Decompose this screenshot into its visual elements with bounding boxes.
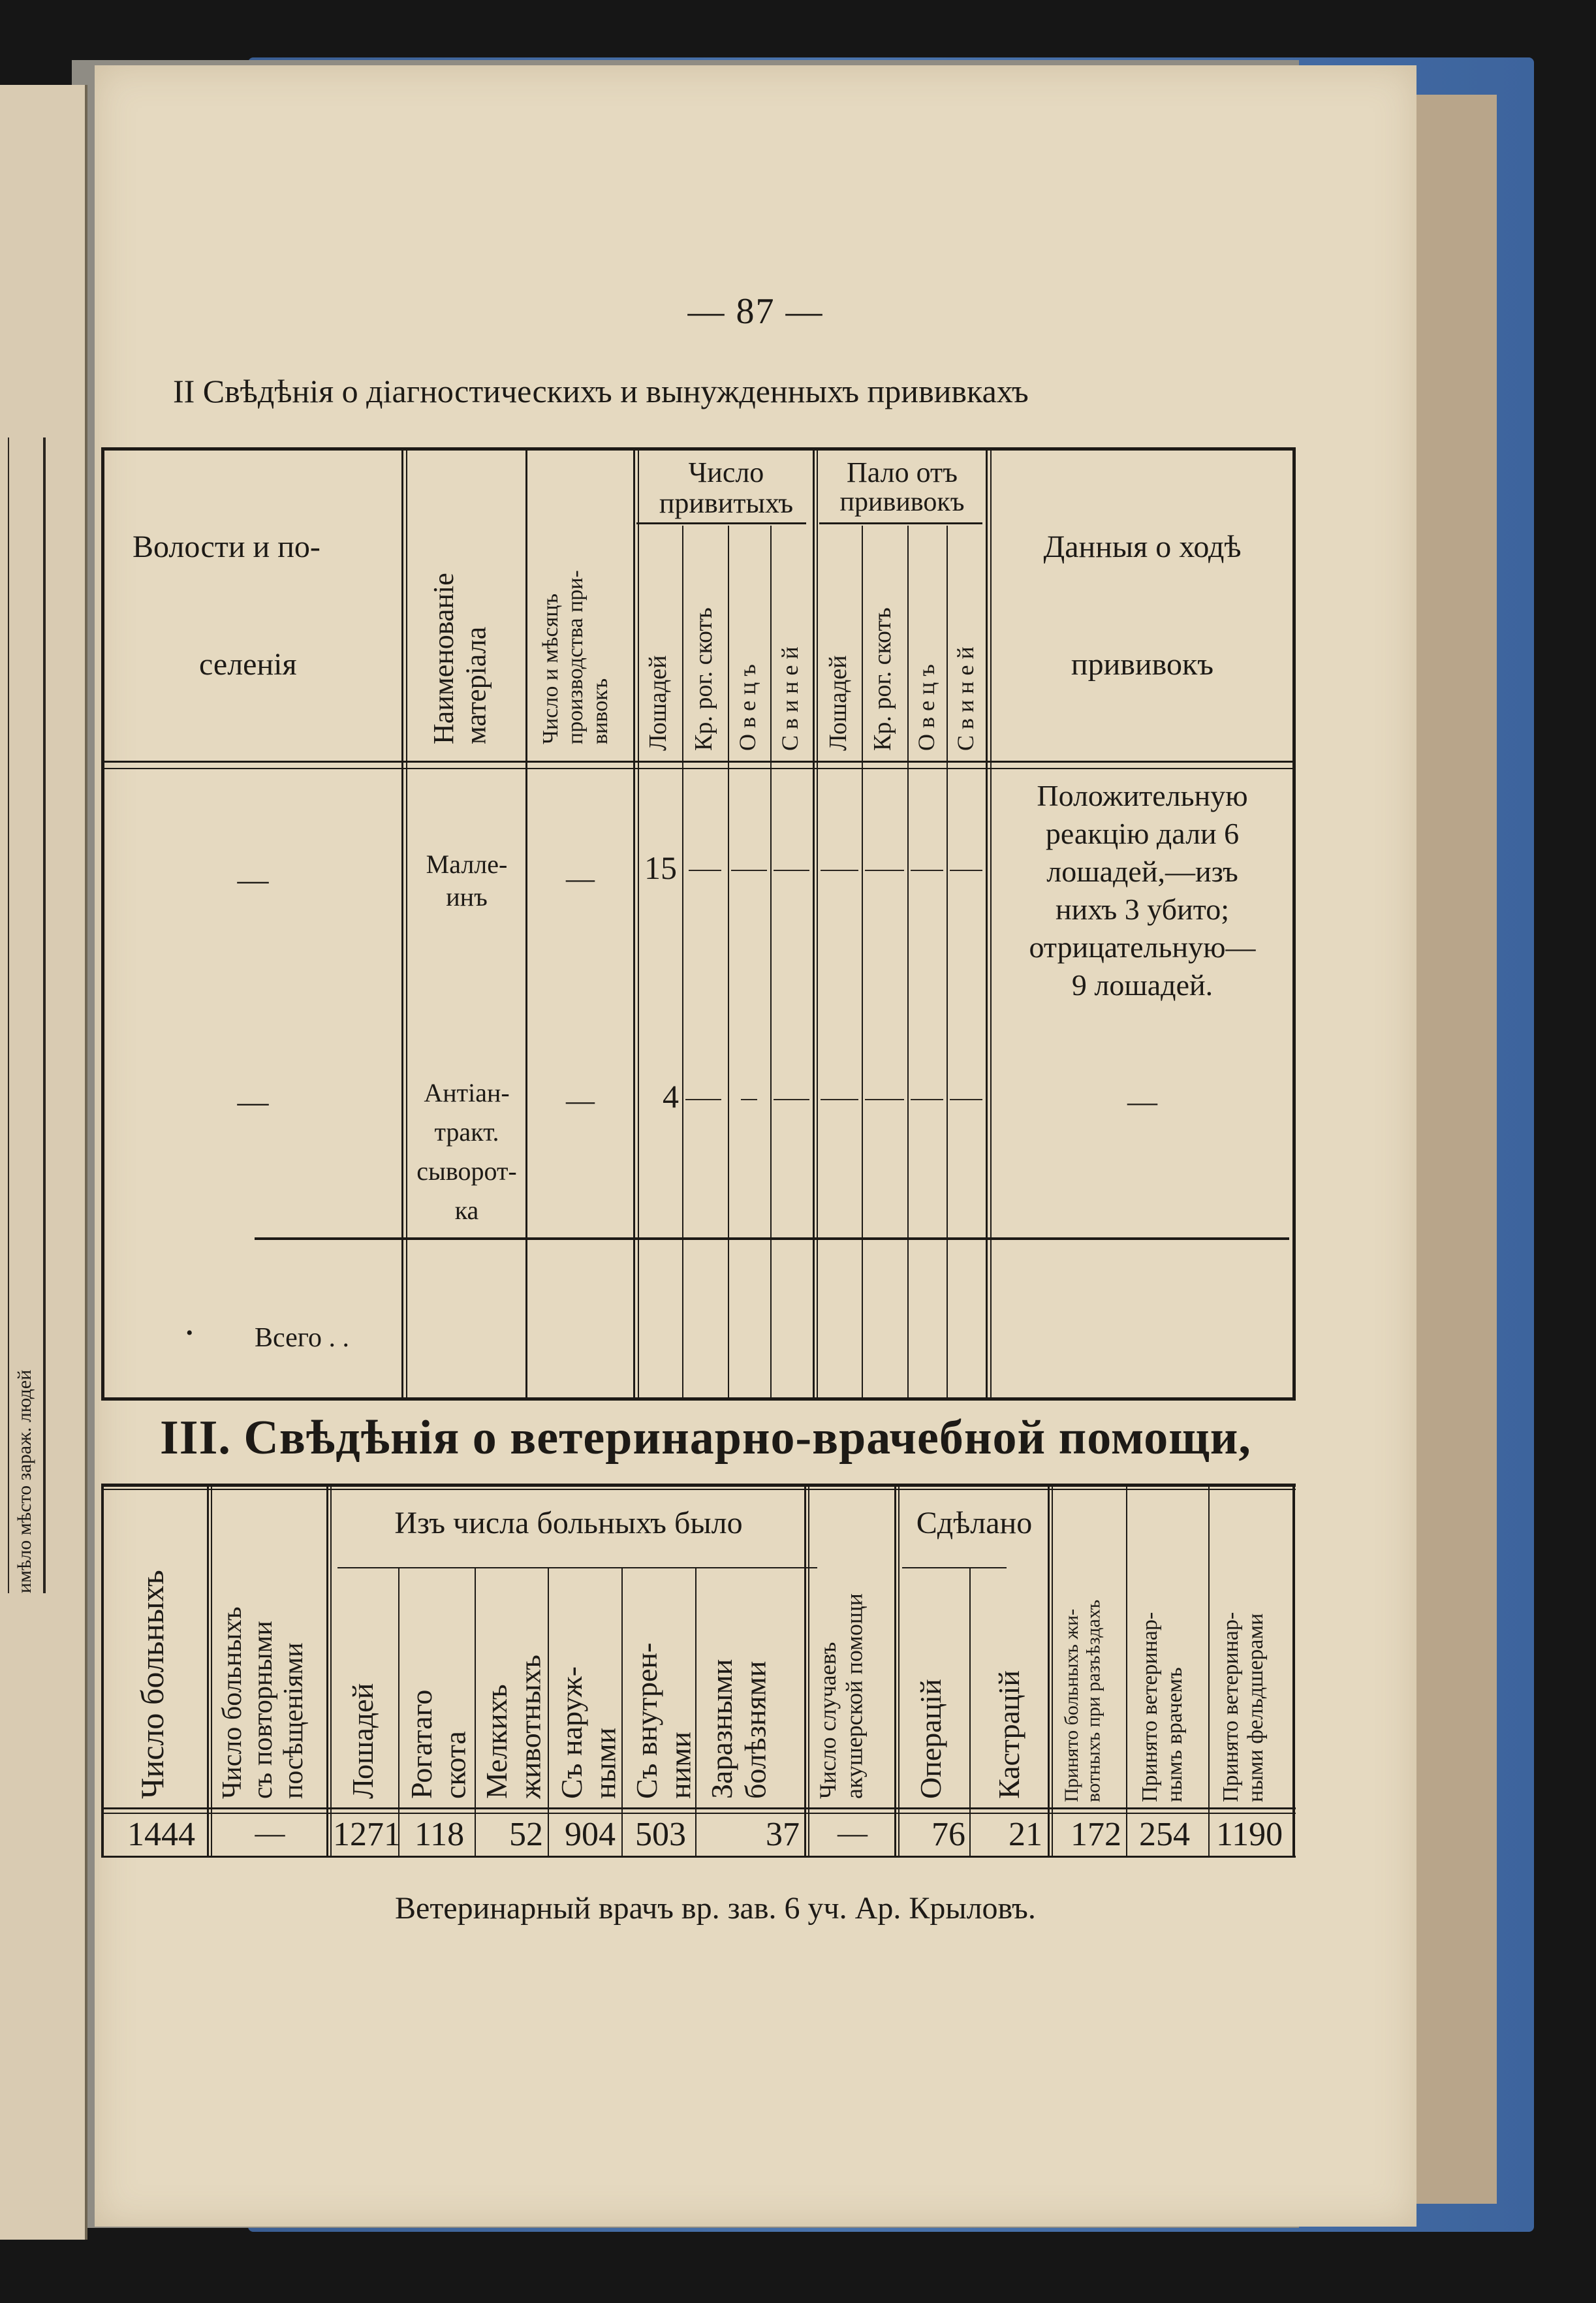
row1-result-line5: отрицательную—	[1029, 930, 1256, 964]
header-contagious: Заразными болѣзнями	[705, 1659, 772, 1799]
header-dannye-line2: прививокъ	[1071, 647, 1214, 682]
header-internal: Съ внутрен- ними	[630, 1642, 697, 1799]
value-trips: 172	[1071, 1816, 1121, 1853]
value-contagious: 37	[766, 1816, 800, 1853]
header-privitykh-horses: Лошадей	[644, 655, 672, 751]
value-by-feldsher: 1190	[1216, 1816, 1283, 1853]
header-privitykh-pigs: С в и н е й	[777, 646, 803, 751]
header-dannye-line1: Данныя о ходѣ	[1043, 530, 1242, 564]
header-operations: Операцій	[914, 1679, 947, 1799]
header-privitykh-line1: Число	[688, 456, 764, 488]
row2-material-line2: тракт.	[434, 1117, 499, 1147]
row1-material-line2: инъ	[446, 882, 488, 912]
row2-material-line4: ка	[454, 1196, 479, 1225]
row1-horses: 15	[644, 850, 677, 886]
row2-material-line3: сыворот-	[416, 1156, 517, 1186]
header-privitykh-line2: привитыхъ	[659, 487, 794, 519]
signature: Ветеринарный врачъ вр. зав. 6 уч. Ар. Крыловъ.	[395, 1891, 1036, 1926]
value-repeat: —	[255, 1816, 285, 1849]
value-sick: 1444	[127, 1816, 195, 1853]
header-by-feldsher: Принято ветеринар- ными фельдшерами	[1219, 1612, 1268, 1802]
total-label: Всего . .	[255, 1323, 349, 1353]
left-page	[0, 85, 87, 2240]
row1-material-line1: Малле-	[426, 850, 508, 879]
value-small: 52	[509, 1816, 543, 1853]
header-small: Мелкихъ животныхъ	[480, 1655, 547, 1799]
header-volosti-line2: селенія	[199, 647, 297, 682]
value-operations: 76	[931, 1816, 965, 1853]
header-sick: Число больныхъ	[134, 1570, 170, 1799]
row1-result-line1: Положительную	[1037, 779, 1248, 812]
header-privitykh-cattle: Кр. рог. скотъ	[690, 607, 717, 751]
header-material: Наименованіе матеріала	[428, 573, 492, 744]
header-group: Изъ числа больныхъ было	[394, 1506, 743, 1540]
header-palo-line1: Пало отъ	[846, 456, 958, 488]
row1-result-line6: 9 лошадей.	[1071, 968, 1213, 1002]
header-trips: Принято больныхъ жи- вотныхъ при разъѣздахъ	[1061, 1599, 1104, 1802]
section3-title: III. Свѣдѣнія о ветеринарно-врачебной помощи,	[160, 1411, 1251, 1465]
header-repeat: Число больныхъ съ повторными посѣщеніями	[217, 1606, 309, 1799]
row1-result-line2: реакцію дали 6	[1045, 817, 1240, 850]
header-castrations: Кастрацій	[992, 1670, 1025, 1799]
header-done: Сдѣлано	[916, 1506, 1033, 1540]
header-volosti-line1: Волости и по-	[133, 530, 321, 564]
header-palo-pigs: С в и н е й	[952, 646, 978, 751]
section2-title: II Свѣдѣнія о діагностическихъ и вынужденныхъ прививкахъ	[173, 373, 1029, 409]
page-number: — 87 —	[687, 291, 824, 332]
header-external: Съ наруж- ными	[555, 1666, 622, 1799]
value-by-vet: 254	[1139, 1816, 1190, 1853]
row1-date: —	[566, 863, 595, 895]
left-margin-note: имѣло мѣсто зараж. людей	[8, 437, 46, 1593]
value-external: 904	[565, 1816, 616, 1853]
header-date: Число и мѣсяцъ производства при- вивокъ	[539, 570, 613, 744]
row2-volost: —	[237, 1085, 269, 1119]
header-palo-cattle: Кр. рог. скотъ	[869, 607, 896, 751]
value-cattle: 118	[415, 1816, 465, 1853]
header-cattle: Рогатаго скота	[405, 1689, 472, 1799]
bullet-mark: •	[186, 1322, 193, 1344]
value-horses: 1271	[333, 1816, 401, 1853]
header-privitykh-sheep: О в е ц ъ	[734, 664, 760, 751]
header-by-vet: Принято ветеринар- нымъ врачемъ	[1138, 1612, 1187, 1802]
row1-volost: —	[237, 863, 269, 897]
row2-date: —	[566, 1085, 595, 1117]
page	[95, 65, 1416, 2227]
row2-result: —	[1127, 1085, 1157, 1118]
header-palo-horses: Лошадей	[824, 655, 852, 751]
header-palo-sheep: О в е ц ъ	[913, 664, 939, 751]
value-castrations: 21	[1009, 1816, 1042, 1853]
value-obstetric: —	[837, 1816, 868, 1849]
row1-result-line3: лошадей,—изъ	[1046, 855, 1238, 888]
header-palo-line2: прививокъ	[839, 487, 965, 517]
header-horses: Лошадей	[346, 1683, 379, 1799]
row2-material-line1: Антіан-	[424, 1078, 510, 1107]
header-obstetric: Число случаевъ акушерской помощи	[815, 1593, 868, 1799]
row2-horses: 4	[663, 1078, 679, 1115]
value-internal: 503	[635, 1816, 686, 1853]
row1-result-line4: нихъ 3 убито;	[1056, 893, 1229, 926]
